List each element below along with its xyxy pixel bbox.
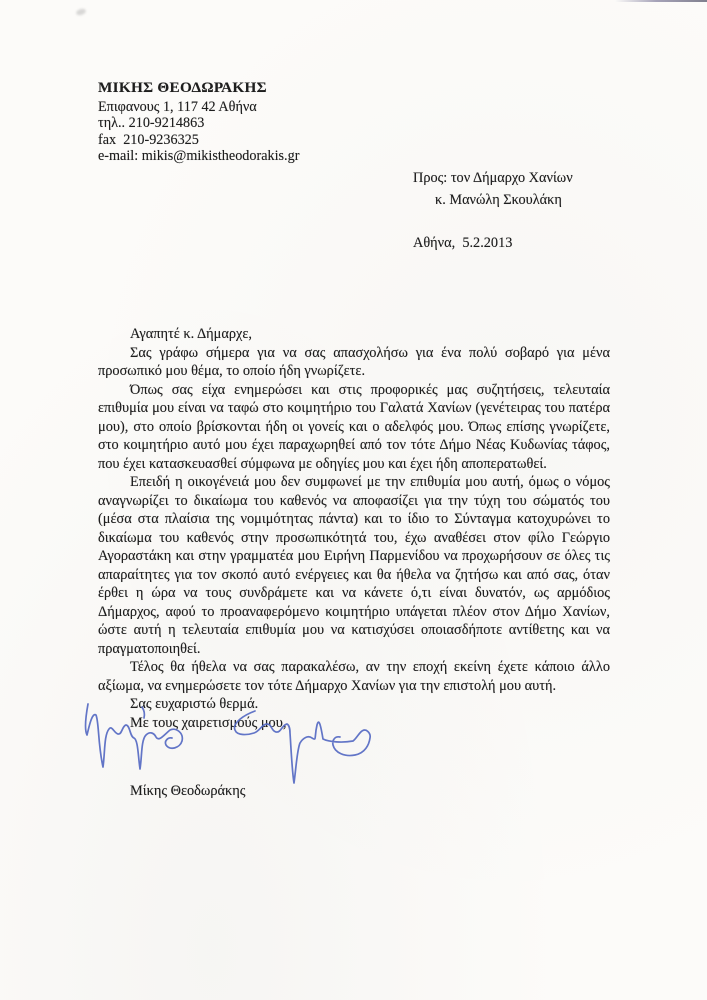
sender-address: Επιφανους 1, 117 42 Αθήνα xyxy=(98,98,257,115)
sender-fax: fax 210-9236325 xyxy=(98,131,199,148)
closing-line: Με τους χαιρετισμούς μου, xyxy=(130,714,287,731)
scan-edge-streak xyxy=(615,0,707,2)
date-line: Αθήνα, 5.2.2013 xyxy=(413,235,513,251)
sender-name: ΜΙΚΗΣ ΘΕΟΔΩΡΑΚΗΣ xyxy=(98,79,267,96)
paragraph-1: Σας γράφω σήμερα για να σας απασχολήσω για ένα πολύ σοβαρό για μένα προσωπικό μου θέμα, το οποίο ήδη γνωρίζετε. xyxy=(98,344,610,379)
paragraph-3: Επειδή η οικογένειά μου δεν συμφωνεί με την επιθυμία μου αυτή, όμως ο νόμος αναγνωρίζει το δικαίωμα του καθενός να αποφασίζει για την τύχη του σώματός του (μέσα στα πλαίσια της νομιμότητας πάντα) και το ίδιο το Σύνταγμα κατοχυρώνει το δικαίωμα του καθενός στην προσωπικότητά του, έχω αναθέσει στον φίλο Γεώργιο Αγοραστάκη και στην γραμματέα μου Ειρήνη Παρμενίδου να προχωρήσουν σε όλες τις απαραίτητες για τον σκοπό αυτό ενέργειες και θα ήθελα να ζητήσω και από σας, όταν έρθει η ώρα να τους συνδράμετε και να κάνετε ό,τι είναι δυνατόν, ως αρμόδιος Δήμαρχος, αφού το προαναφερόμενο κοιμητήριο υπάγεται πλέον στον Δήμο Χανίων, ώστε αυτή η τελευταία επιθυμία μου να κατισχύσει οποιασδήποτε αντίθετης και να πραγματοποιηθεί. xyxy=(98,474,610,657)
salutation: Αγαπητέ κ. Δήμαρχε, xyxy=(130,326,253,342)
sender-email: e-mail: mikis@mikistheodorakis.gr xyxy=(98,148,300,165)
letter-body xyxy=(98,325,610,801)
thanks-line: Σας ευχαριστώ θερμά. xyxy=(130,696,259,712)
paragraph-4: Τέλος θα ήθελα να σας παρακαλέσω, αν την εποχή εκείνη έχετε κάποιο άλλο αξίωμα, να ενημερώσετε τον τότε Δήμαρχο Χανίων για την επιστολή μου αυτή. xyxy=(98,659,610,694)
signed-name: Μίκης Θεοδωράκης xyxy=(130,783,246,799)
sender-block xyxy=(98,80,299,165)
recipient-line-1: Προς: τον Δήμαρχο Χανίων xyxy=(413,170,573,186)
recipient-line-2: κ. Μανώλη Σκουλάκη xyxy=(435,192,562,208)
sender-phone: τηλ.. 210-9214863 xyxy=(98,115,205,132)
scan-smudge xyxy=(75,8,86,17)
paragraph-2: Όπως σας είχα ενημερώσει και στις προφορικές μας συζητήσεις, τελευταία επιθυμία μου είναι να ταφώ στο κοιμητήριο του Γαλατά Χανίων (γενέτειρας του πατέρα μου), στο οποίο βρίσκονται ήδη οι γονείς και ο αδελφός μου. Όπως επίσης γνωρίζετε, στο κοιμητήριο αυτό μου έχει παραχωρηθεί από τον τότε Δήμο Νέας Κυδωνίας τάφος, που έχει κατασκευασθεί σύμφωνα με οδηγίες μου και έχει ήδη αποπερατωθεί. xyxy=(98,381,610,472)
recipient-block xyxy=(413,167,573,211)
